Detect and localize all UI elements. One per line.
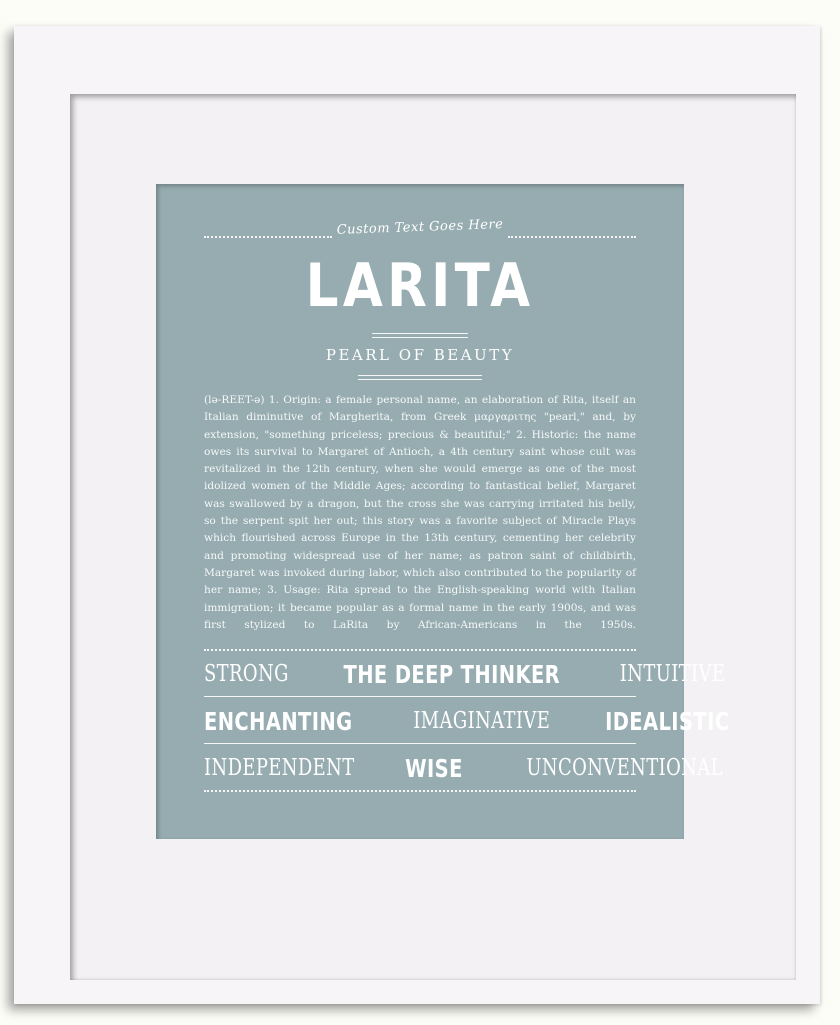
traits-bottom-dotted-rule xyxy=(204,790,636,792)
definition-text: (lə-REET-ə) 1. Origin: a female personal name, an elaboration of Rita, itself an Italian diminutive of Margherita, from Greek μαργαριτης "pearl," and, by extension, "something priceless; precious & beautiful;" 2. Historic: the name owes its survival to Margaret of Antioch, a 4th century saint whose cult was revitalized in the 12th century, when she would emerge as one of the most idolized women of the Middle Ages; according to fantastical belief, Margaret was swallowed by a dragon, but the cross she was carrying irritated his belly, so the serpent spit her out; this story was a favorite subject of Miracle Plays which flourished across Europe in the 13th century, cementing her celebrity and promoting widespread use of her name; as patron saint of childbirth, Margaret was invoked during labor, which also contributed to the popularity of her name; 3. Usage: Rita spread to the English-speaking world with Italian immigration; it became popular as a formal name in the early 1900s, and was first stylized to LaRita by African-Americans in the 1950s. xyxy=(204,394,636,631)
trait: IMAGINATIVE xyxy=(413,708,551,734)
lower-rule-1 xyxy=(358,375,482,376)
trait-line-3 xyxy=(204,748,723,788)
trait-divider-2 xyxy=(204,743,636,744)
trait-line-2 xyxy=(204,701,730,741)
trait: INDEPENDENT xyxy=(204,755,355,781)
lower-rule-2 xyxy=(358,379,482,380)
name-definition xyxy=(204,392,636,634)
custom-text: Custom Text Goes Here xyxy=(336,217,504,238)
trait: STRONG xyxy=(204,661,289,687)
trait: IDEALISTIC xyxy=(604,706,730,736)
trait-line-1 xyxy=(204,654,726,694)
name-title: LARITA xyxy=(305,251,535,321)
trait: INTUITIVE xyxy=(620,661,726,687)
trait-divider-1 xyxy=(204,696,636,697)
trait: THE DEEP THINKER xyxy=(343,659,560,689)
trait: ENCHANTING xyxy=(204,706,353,736)
traits-top-dotted-rule xyxy=(204,649,636,651)
top-right-dotted-rule xyxy=(508,236,636,238)
upper-rule-2 xyxy=(372,337,468,338)
trait: UNCONVENTIONAL xyxy=(526,755,723,781)
trait: WISE xyxy=(405,753,463,783)
upper-rule-1 xyxy=(372,333,468,334)
name-print-panel xyxy=(156,184,730,839)
name-meaning: PEARL OF BEAUTY xyxy=(325,346,515,364)
